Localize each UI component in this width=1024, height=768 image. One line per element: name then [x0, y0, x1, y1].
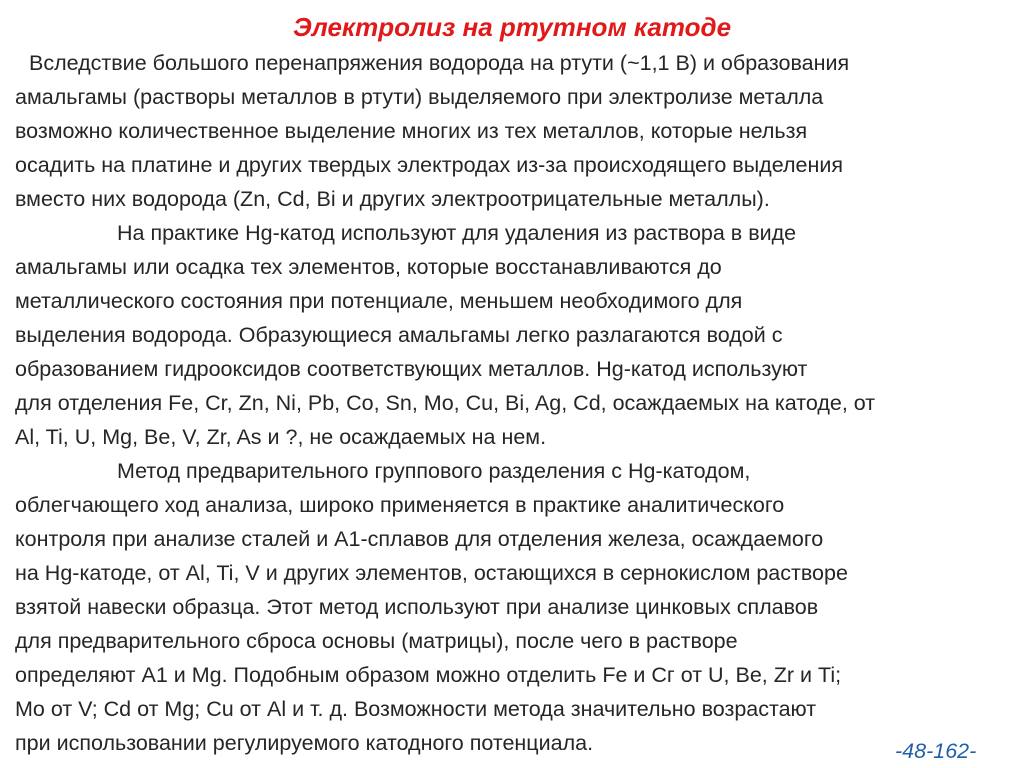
text-line: на Hg-катоде, от Al, Ti, V и других элементов, остающихся в сернокислом растворе [15, 561, 848, 585]
text-line: контроля при анализе сталей и А1-сплавов для отделения железа, осаждаемого [15, 527, 824, 551]
slide-body-text [15, 46, 1015, 760]
text-line: Al, Ti, U, Mg, Be, V, Zr, As и ?, не осаждаемых на нем. [15, 425, 547, 449]
text-line: осадить на платине и других твердых электродах из-за происходящего выделения [15, 153, 843, 177]
text-line: определяют А1 и Mg. Подобным образом можно отделить Fe и Сг от U, Be, Zr и Ti; [15, 663, 842, 687]
text-line: Метод предварительного группового разделения с Hg-катодом, [117, 459, 751, 483]
text-line: возможно количественное выделение многих из тех металлов, которые нельзя [15, 119, 808, 143]
text-line: металлического состояния при потенциале, меньшем необходимого для [15, 289, 743, 313]
text-line: выделения водорода. Образующиеся амальгамы легко разлагаются водой с [15, 323, 783, 347]
text-line: амальгамы или осадка тех элементов, которые восстанавливаются до [15, 255, 722, 279]
text-line: Mo от V; Cd от Mg; Cu от Al и т. д. Возможности метода значительно возрастают [15, 697, 817, 721]
text-line: вместо них водорода (Zn, Cd, Bi и других электроотрицательные металлы). [15, 187, 770, 211]
text-line: для предварительного сброса основы (матрицы), после чего в растворе [15, 629, 738, 653]
page-number: -48-162- [895, 739, 977, 763]
text-line: образованием гидрооксидов соответствующих металлов. Hg-катод используют [15, 357, 808, 381]
text-line: для отделения Fe, Cr, Zn, Ni, Pb, Co, Sn, Mo, Cu, Bi, Ag, Cd, осаждаемых на катоде, от [15, 391, 876, 415]
text-line: На практике Hg-катод используют для удаления из раствора в виде [117, 221, 797, 245]
slide-title: Электролиз на ртутном катоде [292, 12, 732, 42]
text-line: взятой навески образца. Этот метод используют при анализе цинковых сплавов [15, 595, 819, 619]
text-line: амальгамы (растворы металлов в ртути) выделяемого при электролизе металла [15, 85, 824, 109]
text-line: Вследствие большого перенапряжения водорода на ртути (~1,1 В) и образования [29, 51, 850, 75]
text-line: при использовании регулируемого катодного потенциала. [15, 731, 594, 755]
text-line: облегчающего ход анализа, широко применяется в практике аналитического [15, 493, 785, 517]
